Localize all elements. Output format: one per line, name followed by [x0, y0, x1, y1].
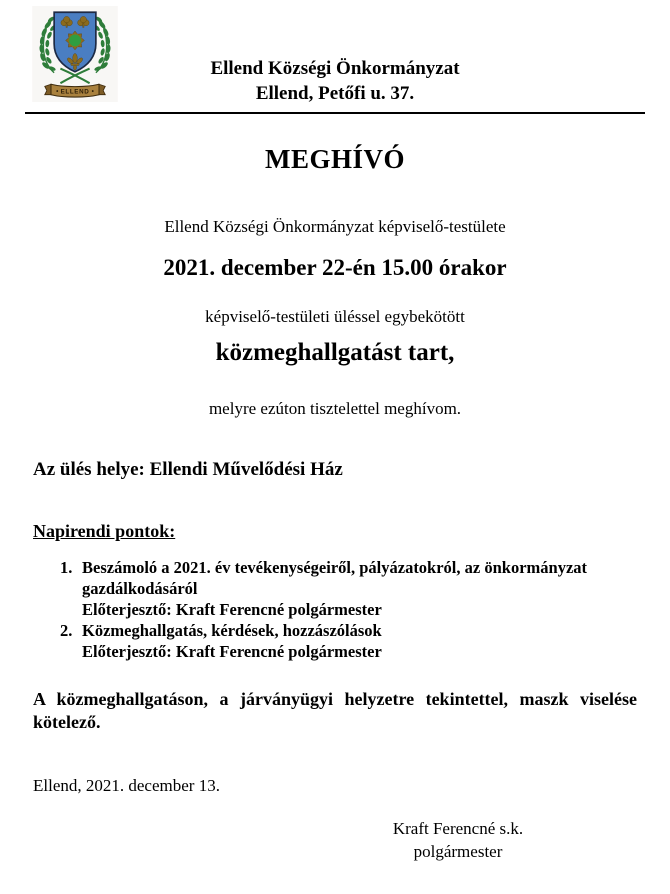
signature-title: polgármester	[413, 842, 503, 862]
crest-banner	[45, 84, 106, 97]
signature-name: Kraft Ferencné s.k.	[392, 819, 524, 839]
agenda-item-text: Közmeghallgatás, kérdések, hozzászólások	[82, 621, 382, 641]
document-date: Ellend, 2021. december 13.	[33, 776, 220, 796]
crest-banner-text: ELLEND	[60, 88, 90, 96]
agenda-heading: Napirendi pontok:	[33, 521, 176, 542]
agenda-item-number: 2.	[60, 621, 73, 641]
coat-of-arms	[32, 6, 118, 102]
agenda-item-presenter: Előterjesztő: Kraft Ferencné polgármester	[82, 600, 382, 620]
agenda-item-text: Beszámoló a 2021. év tevékenységeiről, pályázatokról, az önkormányzat gazdálkodásáról	[82, 558, 588, 599]
event-datetime: 2021. december 22-én 15.00 órakor	[163, 255, 507, 281]
org-address: Ellend, Petőfi u. 37.	[255, 82, 415, 104]
event-name: közmeghallgatást tart,	[215, 339, 455, 367]
org-name: Ellend Községi Önkormányzat	[210, 58, 460, 79]
agenda-item-1	[60, 557, 595, 620]
intro-line-3: melyre ezúton tisztelettel meghívom.	[208, 399, 462, 419]
meeting-location: Az ülés helye: Ellendi Művelődési Ház	[33, 459, 343, 481]
header-divider	[25, 112, 645, 114]
intro-line-1: Ellend Községi Önkormányzat képviselő-testülete	[164, 217, 506, 237]
signature-block	[358, 818, 558, 864]
agenda-item-2	[60, 620, 595, 662]
agenda-list	[60, 557, 595, 662]
mask-notice: A közmeghallgatáson, a járványügyi helyzetre tekintettel, maszk viselése kötelező.	[33, 689, 637, 733]
intro-line-2: képviselő-testületi üléssel egybekötött	[205, 307, 465, 327]
crest-sun	[69, 34, 82, 47]
agenda-item-number: 1.	[60, 558, 73, 578]
document-title: MEGHÍVÓ	[264, 144, 405, 175]
agenda-item-presenter: Előterjesztő: Kraft Ferencné polgármester	[82, 642, 382, 662]
